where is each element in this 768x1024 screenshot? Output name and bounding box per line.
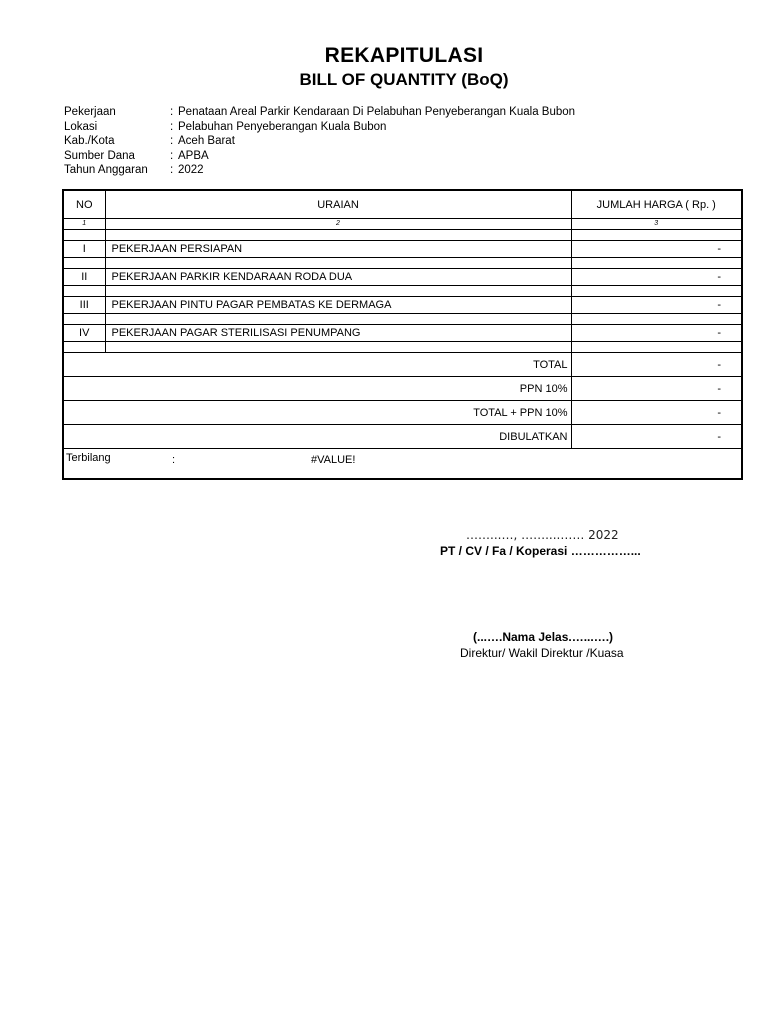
item-no: I xyxy=(63,241,105,258)
info-value: 2022 xyxy=(178,164,204,176)
summary-label: DIBULATKAN xyxy=(63,425,571,449)
spacer-row xyxy=(63,342,742,353)
header-jumlah-harga: JUMLAH HARGA ( Rp. ) xyxy=(571,190,742,219)
info-label: Pekerjaan xyxy=(64,106,116,118)
spacer-row xyxy=(63,258,742,269)
summary-value: - xyxy=(571,425,742,449)
table-row xyxy=(63,325,742,342)
header-no: NO xyxy=(63,190,105,219)
info-value: Aceh Barat xyxy=(178,135,235,147)
info-label: Tahun Anggaran xyxy=(64,164,148,176)
info-colon: : xyxy=(170,106,174,118)
column-number: 2 xyxy=(105,219,571,230)
item-harga: - xyxy=(571,297,742,314)
terbilang-label: Terbilang xyxy=(66,452,111,464)
summary-value: - xyxy=(571,401,742,425)
terbilang-colon: : xyxy=(172,454,176,466)
header-uraian: URAIAN xyxy=(105,190,571,219)
info-label: Kab./Kota xyxy=(64,135,115,147)
signature-name: (...….Nama Jelas.…...….) xyxy=(473,630,614,644)
summary-value: - xyxy=(571,353,742,377)
summary-label: TOTAL xyxy=(63,353,571,377)
table-header-row xyxy=(63,190,742,219)
info-colon: : xyxy=(170,135,174,147)
item-uraian: PEKERJAAN PARKIR KENDARAAN RODA DUA xyxy=(105,269,571,286)
summary-label: TOTAL + PPN 10% xyxy=(63,401,571,425)
table-row xyxy=(63,269,742,286)
column-number: 3 xyxy=(571,219,742,230)
summary-value: - xyxy=(571,377,742,401)
boq-table xyxy=(62,189,743,480)
info-value: Penataan Areal Parkir Kendaraan Di Pelabuhan Penyeberangan Kuala Bubon xyxy=(178,106,576,118)
spacer-row xyxy=(63,286,742,297)
summary-label: PPN 10% xyxy=(63,377,571,401)
page-subtitle: BILL OF QUANTITY (BoQ) xyxy=(299,70,509,89)
info-value: Pelabuhan Penyeberangan Kuala Bubon xyxy=(178,120,387,133)
table-row xyxy=(63,241,742,258)
item-uraian: PEKERJAAN PINTU PAGAR PEMBATAS KE DERMAGA xyxy=(105,297,571,314)
column-number-row xyxy=(63,219,742,230)
info-colon: : xyxy=(170,120,174,133)
item-harga: - xyxy=(571,325,742,342)
summary-row-ppn xyxy=(63,377,742,401)
page-title: REKAPITULASI xyxy=(324,44,484,67)
signature-date-line: ……...…, ……....…… 2022 xyxy=(466,528,619,542)
summary-row-dibulatkan xyxy=(63,425,742,449)
info-label: Lokasi xyxy=(64,120,98,133)
info-colon: : xyxy=(170,164,174,176)
signature-role: Direktur/ Wakil Direktur /Kuasa xyxy=(460,646,624,660)
summary-row-total xyxy=(63,353,742,377)
item-no: III xyxy=(63,297,105,314)
terbilang-row xyxy=(63,449,742,480)
info-colon: : xyxy=(170,149,174,162)
spacer-row xyxy=(63,314,742,325)
terbilang-value: #VALUE! xyxy=(311,454,356,466)
item-uraian: PEKERJAAN PERSIAPAN xyxy=(105,241,571,258)
terbilang-cell xyxy=(63,449,742,480)
table-row xyxy=(63,297,742,314)
item-harga: - xyxy=(571,241,742,258)
item-uraian: PEKERJAAN PAGAR STERILISASI PENUMPANG xyxy=(105,325,571,342)
signature-company: PT / CV / Fa / Koperasi ……………... xyxy=(440,544,641,558)
info-label: Sumber Dana xyxy=(64,149,135,162)
summary-row-total-ppn xyxy=(63,401,742,425)
column-number: 1 xyxy=(63,219,105,230)
spacer-row xyxy=(63,230,742,241)
item-harga: - xyxy=(571,269,742,286)
item-no: II xyxy=(63,269,105,286)
info-value: APBA xyxy=(178,149,209,162)
item-no: IV xyxy=(63,325,105,342)
